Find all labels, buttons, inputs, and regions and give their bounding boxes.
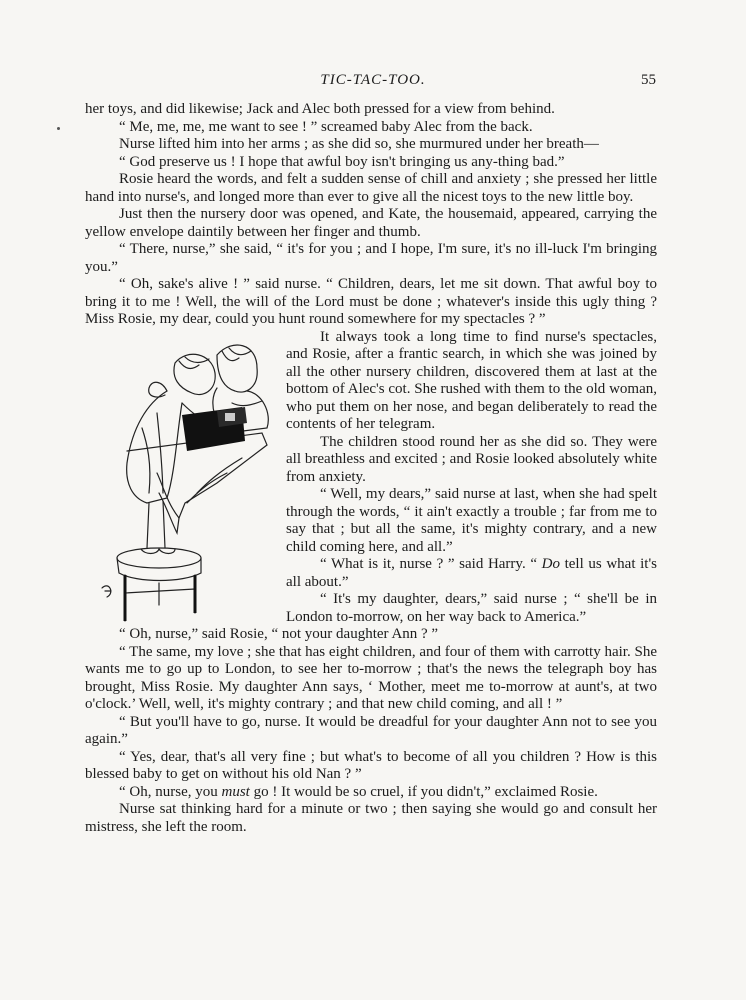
paragraph: “ Oh, sake's alive ! ” said nurse. “ Children, dears, let me sit down. That awful boy to bring it to me ! Well, the will of the Lord must be done ; whatever's inside this ugly thing ? Miss Rosie, my dear, could you hunt round somewhere for my spectacles ? ” xyxy=(85,276,657,327)
emphasis: must xyxy=(221,783,250,800)
paragraph: The children stood round her as she did so. They were all breathless and excited ; and Rosie looked absolutely white from anxiety. xyxy=(286,433,657,485)
paragraph: Just then the nursery door was opened, and Kate, the housemaid, appeared, carrying the yellow envelope daintily between her finger and thumb. xyxy=(85,206,657,240)
body-text xyxy=(85,101,657,836)
text-run: go ! It would be so cruel, if you didn't,” exclaimed Rosie. xyxy=(249,783,598,800)
paragraph: It always took a long time to find nurse's spectacles, and Rosie, after a frantic search, in which she was joined by all the other nursery children, discovered them at last at the bottom of Alec's cot. She rushed with them to the old woman, who put them on her nose, and began deliberately to read the contents of her telegram. xyxy=(286,328,657,432)
paragraph: Rosie heard the words, and felt a sudden sense of chill and anxiety ; she pressed her little hand into nurse's, and longed more than ever to give all the nicest toys to the new little boy. xyxy=(85,171,657,205)
text-run: “ What is it, nurse ? ” said Harry. “ xyxy=(320,556,542,572)
paragraph: “ There, nurse,” she said, “ it's for you ; and I hope, I'm sure, it's no ill-luck I'm bringing you.” xyxy=(85,241,657,275)
black-box-drawing xyxy=(182,407,247,451)
paragraph: “ Well, my dears,” said nurse at last, when she had spelt through the words, “ it ain't exactly a trouble ; far from me to say that ; but all the same, it's mighty contrary, and a new child coming here, and all.” xyxy=(286,486,657,555)
emphasis: Do xyxy=(541,556,560,572)
paragraph: “ It's my daughter, dears,” said nurse ; “ she'll be in London to-morrow, on her way back to America.” xyxy=(286,591,657,625)
paragraph: “ The same, my love ; she that has eight children, and four of them with carrotty hair. She wants me to go up to London, to see her to-morrow ; that's the news the telegraph boy has brought, Miss Rosie. My daughter Ann says, ‘ Mother, meet me to-morrow at aunt's, at two o'clock.’ Well, well, it's mighty contrary ; and that new child coming, and all ! ” xyxy=(85,643,657,712)
text-run: tell us what it's all about.” xyxy=(286,556,658,590)
children-illustration xyxy=(67,333,272,623)
paragraph: “ God preserve us ! I hope that awful boy isn't bringing us any-thing bad.” xyxy=(119,153,565,170)
paragraph: “ Yes, dear, that's all very fine ; but what's to become of all you children ? How is this blessed baby to get on without his old Nan ? ” xyxy=(85,748,657,782)
paragraph xyxy=(85,784,657,802)
paragraph: her toys, and did likewise; Jack and Alec both pressed for a view from behind. xyxy=(85,101,555,117)
paragraph: “ But you'll have to go, nurse. It would be dreadful for your daughter Ann not to see you again.” xyxy=(85,713,657,747)
page-number: 55 xyxy=(641,72,656,88)
margin-speck xyxy=(57,127,60,130)
running-title: TIC-TAC-TOO. xyxy=(320,72,426,88)
text-run: “ Oh, nurse, you xyxy=(119,783,222,800)
running-head xyxy=(0,72,746,92)
paragraph: Nurse lifted him into her arms ; as she did so, she murmured under her breath— xyxy=(119,136,599,152)
paragraph: “ Oh, nurse,” said Rosie, “ not your daughter Ann ? ” xyxy=(119,626,439,642)
children-drawing xyxy=(67,333,272,623)
paragraph: Nurse sat thinking hard for a minute or two ; then saying she would go and consult her mistress, she left the room. xyxy=(85,801,657,835)
paragraph: “ Me, me, me, me want to see ! ” screamed baby Alec from the back. xyxy=(119,118,533,135)
